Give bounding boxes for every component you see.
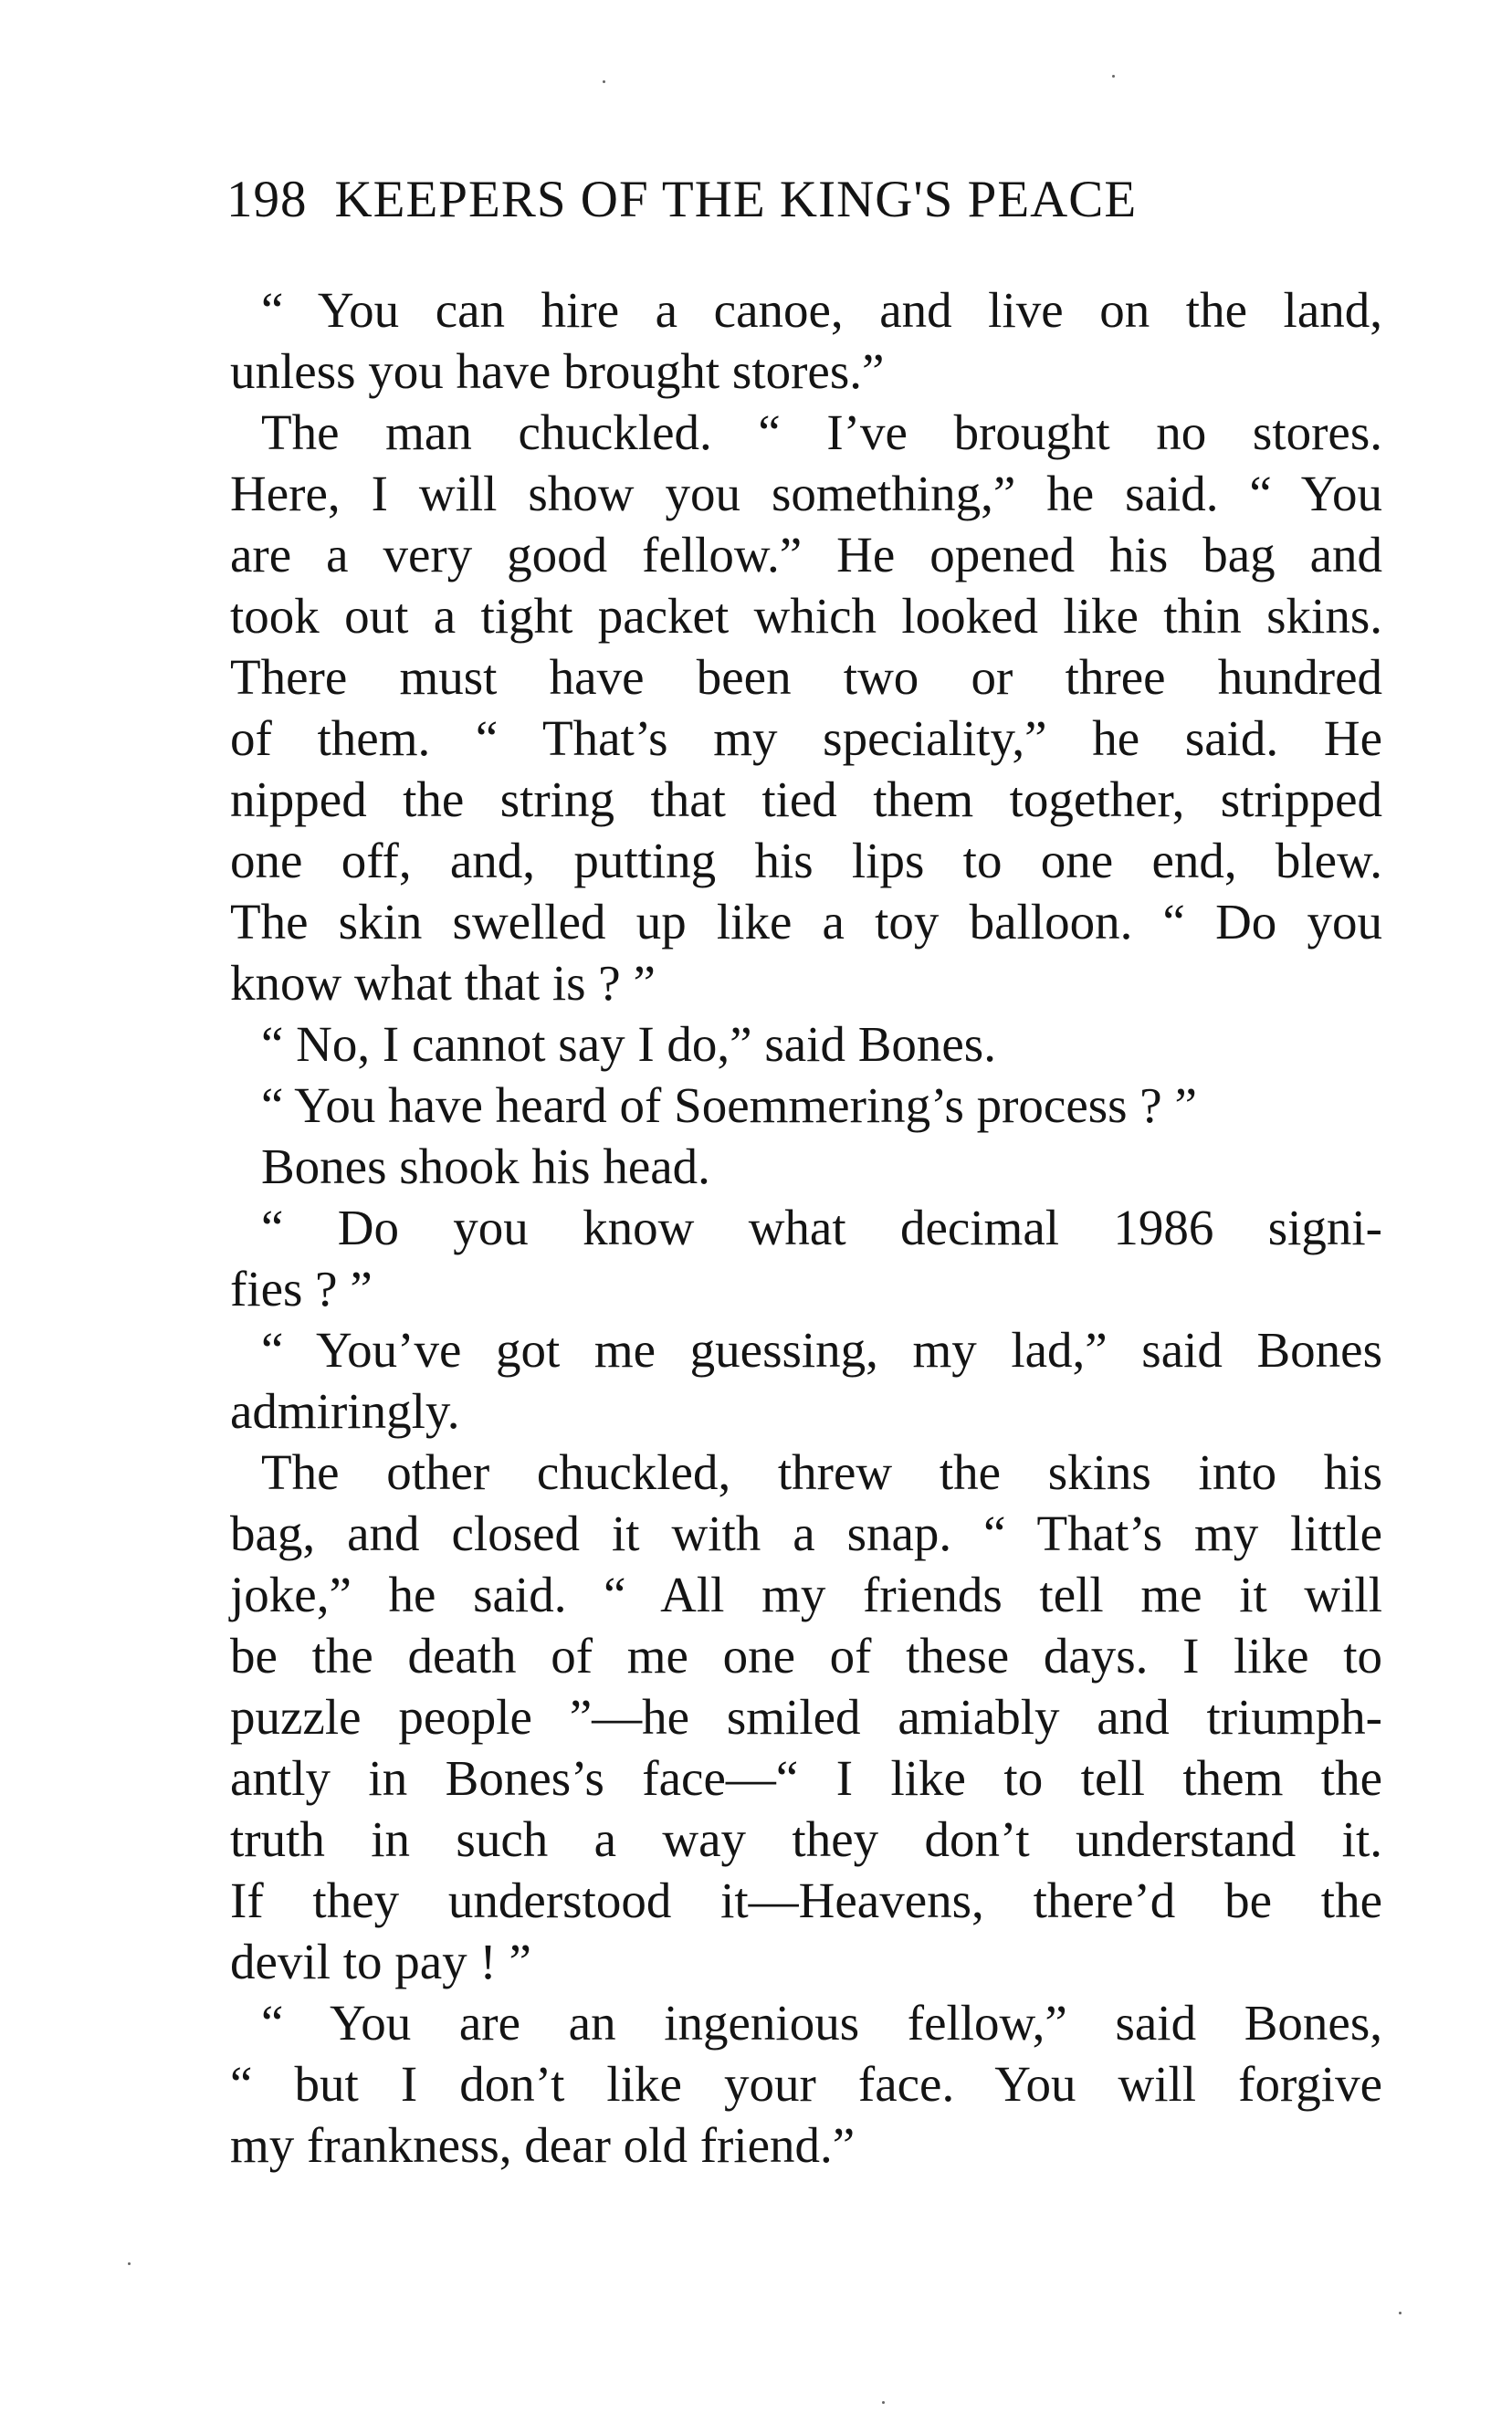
text-line: Bones shook his head. [261,1138,710,1194]
scan-speck [882,2401,885,2404]
text-line: joke,” he said. “ All my friends tell me it will [230,1567,1382,1622]
text-line: The man chuckled. “ I’ve brought no stores. [261,404,1382,460]
text-line: one off, and, putting his lips to one end, blew. [230,833,1382,888]
page-number: 198 [226,171,308,228]
text-line: unless you have brought stores.” [230,343,885,399]
text-line: The other chuckled, threw the skins into his [261,1444,1382,1500]
text-line: admiringly. [230,1383,460,1439]
text-line: puzzle people ”—he smiled amiably and triumph- [230,1689,1382,1745]
text-line: truth in such a way they don’t understand it. [230,1811,1382,1867]
text-line: my frankness, dear old friend.” [230,2117,856,2173]
text-line: “ Do you know what decimal 1986 signi- [261,1200,1382,1255]
body-text [230,279,1382,2176]
running-title: KEEPERS OF THE KING'S PEACE [334,171,1138,228]
text-line: are a very good fellow.” He opened his bag and [230,527,1382,582]
text-line: “ but I don’t like your face. You will forgive [230,2056,1382,2112]
text-line: “ You have heard of Soemmering’s process ? ” [261,1077,1197,1133]
text-line: be the death of me one of these days. I like to [230,1628,1382,1684]
text-line: of them. “ That’s my speciality,” he said. He [230,710,1382,766]
running-head [226,173,1368,226]
text-line: antly in Bones’s face—“ I like to tell them the [230,1750,1382,1806]
text-line: “ You are an ingenious fellow,” said Bones, [261,1995,1382,2051]
text-line: “ No, I cannot say I do,” said Bones. [261,1016,996,1072]
text-line: The skin swelled up like a toy balloon. “ Do you [230,894,1382,949]
scan-speck [1399,2312,1402,2314]
text-line: Here, I will show you something,” he said. “ You [230,466,1382,521]
text-line: know what that is ? ” [230,955,656,1011]
text-line: fies ? ” [230,1261,373,1317]
scan-speck [128,2262,131,2265]
text-line: “ You’ve got me guessing, my lad,” said Bones [261,1322,1382,1378]
text-line: nipped the string that tied them together, stripped [230,771,1382,827]
text-line: devil to pay ! ” [230,1934,531,1989]
text-line: took out a tight packet which looked like thin skins. [230,588,1382,644]
scan-speck [1112,75,1115,78]
text-line: There must have been two or three hundred [230,649,1382,705]
text-line: “ You can hire a canoe, and live on the land, [261,282,1382,338]
scan-speck [603,80,605,83]
text-line: bag, and closed it with a snap. “ That’s my little [230,1506,1382,1561]
text-line: If they understood it—Heavens, there’d be the [230,1873,1382,1928]
